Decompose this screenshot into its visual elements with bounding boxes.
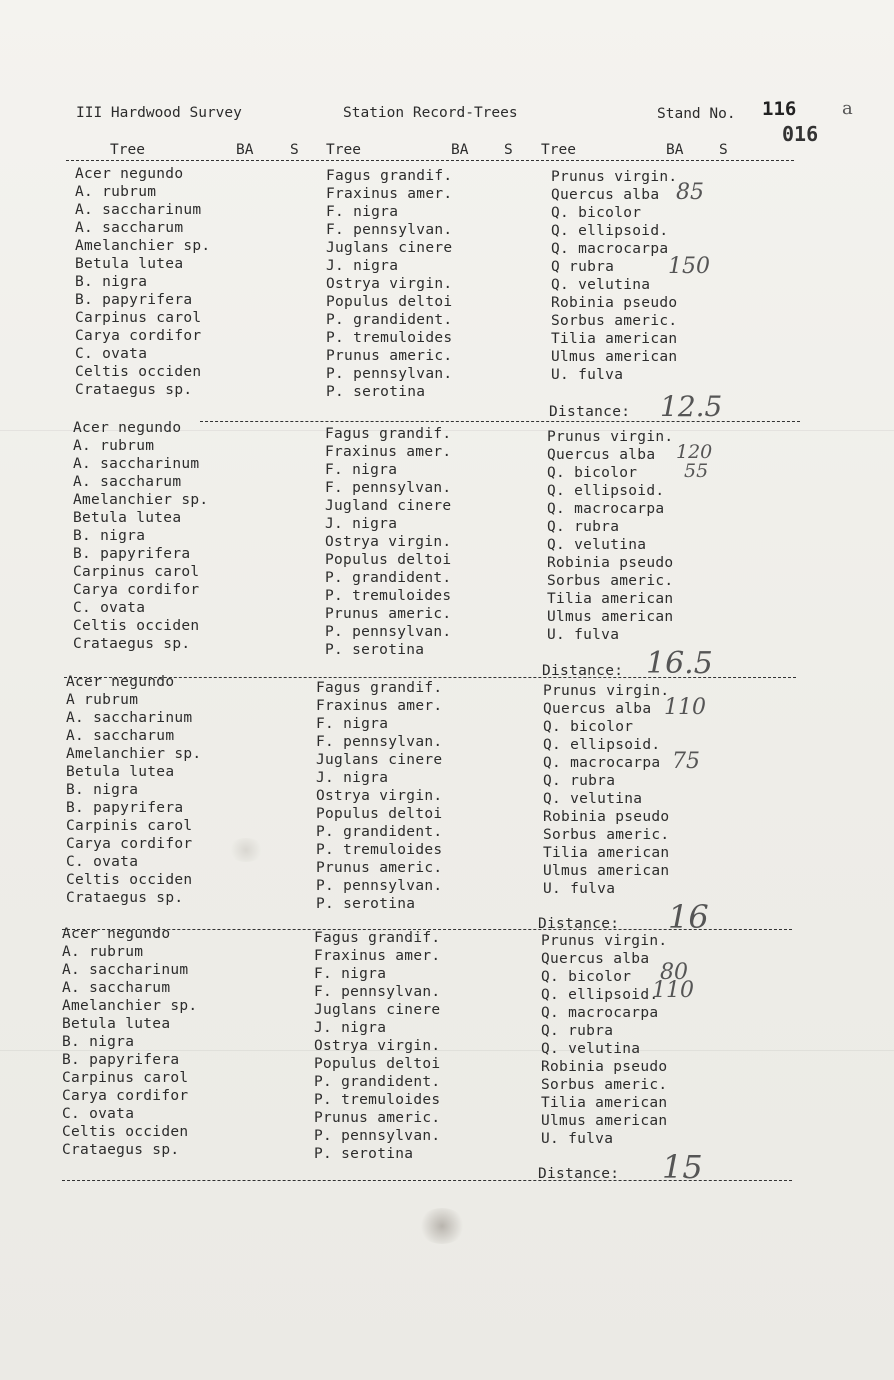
stand-number: 116 [762,98,797,120]
tree-entry: Quercus alba [543,701,652,717]
tree-entry: Betula lutea [75,256,184,272]
tree-entry: F. nigra [314,966,387,982]
tree-entry: Robinia pseudo [547,555,674,571]
tree-entry: Fraxinus amer. [316,698,443,714]
handwritten-ba: 55 [684,460,709,482]
tree-entry: Celtis occiden [73,618,200,634]
tree-entry: Crataegus sp. [66,890,184,906]
tree-entry: P. serotina [314,1146,414,1162]
tree-entry: Quercus alba [547,447,656,463]
tree-entry: A. saccharum [62,980,171,996]
stand-mark: a [842,98,853,119]
tree-entry: Carya cordifor [73,582,200,598]
tree-entry: P. grandident. [314,1074,441,1090]
col2-s-header: S [504,142,513,158]
tree-entry: Crataegus sp. [75,382,193,398]
tree-entry: Carpinus carol [73,564,200,580]
distance-value: 15 [662,1148,703,1186]
col1-s-header: S [290,142,299,158]
tree-entry: A. rubrum [73,438,155,454]
tree-entry: Acer negundo [66,674,175,690]
tree-entry: B. nigra [75,274,148,290]
tree-entry: P. pennsylvan. [325,624,452,640]
tree-entry: Robinia pseudo [543,809,670,825]
tree-entry: Q. rubra [543,773,616,789]
tree-entry: U. fulva [543,881,616,897]
tree-entry: Fraxinus amer. [325,444,452,460]
tree-entry: C. ovata [73,600,146,616]
tree-entry: Ostrya virgin. [326,276,453,292]
distance-value: 16.5 [646,646,713,681]
tree-entry: Tilia american [547,591,674,607]
tree-entry: Ostrya virgin. [316,788,443,804]
tree-entry: J. nigra [316,770,389,786]
stand-number-alt: 016 [782,122,819,146]
tree-entry: Carpinus carol [75,310,202,326]
col1-ba-header: BA [236,142,254,158]
tree-entry: P. pennsylvan. [314,1128,441,1144]
tree-entry: Amelanchier sp. [62,998,198,1014]
tree-entry: Crataegus sp. [62,1142,180,1158]
tree-entry: Populus deltoi [325,552,452,568]
handwritten-ba: 75 [672,749,700,774]
col2-tree-header: Tree [326,142,361,158]
tree-entry: Fraxinus amer. [326,186,453,202]
tree-entry: J. nigra [326,258,399,274]
tree-entry: Celtis occiden [75,364,202,380]
tree-entry: P. serotina [325,642,425,658]
tree-entry: Q. bicolor [543,719,634,735]
tree-entry: Fagus grandif. [316,680,443,696]
tree-entry: Celtis occiden [62,1124,189,1140]
tree-entry: A. saccharinum [73,456,200,472]
tree-entry: Q. ellipsoid. [547,483,665,499]
tree-entry: Acer negundo [62,926,171,942]
tree-entry: A rubrum [66,692,139,708]
tree-entry: Prunus virgin. [543,683,670,699]
tree-entry: Carya cordifor [75,328,202,344]
tree-entry: F. nigra [325,462,398,478]
tree-entry: Quercus alba [541,951,650,967]
tree-entry: P. tremuloides [326,330,453,346]
col2-ba-header: BA [451,142,469,158]
header-rule [66,160,794,161]
tree-entry: Q. rubra [547,519,620,535]
tree-entry: Amelanchier sp. [73,492,209,508]
tree-entry: Robinia pseudo [541,1059,668,1075]
tree-entry: Q. macrocarpa [551,241,669,257]
tree-entry: Carya cordifor [62,1088,189,1104]
tree-entry: Prunus virgin. [541,933,668,949]
tree-entry: A. saccharinum [75,202,202,218]
tree-entry: Q. velutina [551,277,651,293]
tree-entry: Sorbus americ. [547,573,674,589]
tree-entry: A. rubrum [75,184,157,200]
tree-entry: Q. bicolor [551,205,642,221]
distance-label: Distance: [542,663,624,679]
tree-entry: F. pennsylvan. [326,222,453,238]
tree-entry: Betula lutea [73,510,182,526]
tree-entry: P. pennsylvan. [316,878,443,894]
tree-entry: Q. velutina [541,1041,641,1057]
tree-entry: Ulmus american [541,1113,668,1129]
tree-entry: A. saccharinum [62,962,189,978]
tree-entry: Populus deltoi [314,1056,441,1072]
handwritten-ba: 120 [676,441,713,463]
tree-entry: Prunus americ. [316,860,443,876]
tree-entry: Q. rubra [541,1023,614,1039]
tree-entry: P. serotina [326,384,426,400]
distance-label: Distance: [538,1166,620,1182]
tree-entry: P. tremuloides [314,1092,441,1108]
tree-entry: Populus deltoi [326,294,453,310]
tree-entry: Q. macrocarpa [547,501,665,517]
col3-s-header: S [719,142,728,158]
handwritten-ba: 85 [676,180,704,205]
tree-entry: Tilia american [543,845,670,861]
tree-entry: B. papyrifera [62,1052,180,1068]
tree-entry: Robinia pseudo [551,295,678,311]
tree-entry: Celtis occiden [66,872,193,888]
tree-entry: F. nigra [316,716,389,732]
tree-entry: Prunus americ. [326,348,453,364]
tree-entry: U. fulva [547,627,620,643]
tree-entry: Q. bicolor [541,969,632,985]
tree-entry: Jugland cinere [325,498,452,514]
tree-entry: B. papyrifera [73,546,191,562]
tree-entry: J. nigra [314,1020,387,1036]
tree-entry: P. grandident. [326,312,453,328]
tree-entry: Q. macrocarpa [543,755,661,771]
tree-entry: B. papyrifera [66,800,184,816]
tree-entry: Q. bicolor [547,465,638,481]
handwritten-ba: 110 [652,978,694,1003]
tree-entry: A. rubrum [62,944,144,960]
tree-entry: Q. ellipsoid. [541,987,659,1003]
tree-entry: Juglans cinere [314,1002,441,1018]
tree-entry: A. saccharum [66,728,175,744]
tree-entry: Acer negundo [73,420,182,436]
tree-entry: B. papyrifera [75,292,193,308]
paper-stain [228,838,264,862]
tree-entry: Quercus alba [551,187,660,203]
handwritten-ba: 80 [660,960,688,985]
tree-entry: U. fulva [551,367,624,383]
tree-entry: Juglans cinere [316,752,443,768]
tree-entry: Betula lutea [66,764,175,780]
tree-entry: Fagus grandif. [326,168,453,184]
col3-ba-header: BA [666,142,684,158]
tree-entry: Ulmus american [551,349,678,365]
tree-entry: Prunus virgin. [547,429,674,445]
tree-entry: Q. velutina [547,537,647,553]
tree-entry: J. nigra [325,516,398,532]
tree-entry: P. tremuloides [316,842,443,858]
station-divider [62,1180,792,1181]
tree-entry: Q. ellipsoid. [543,737,661,753]
distance-label: Distance: [538,916,620,932]
tree-entry: Carpinis carol [66,818,193,834]
handwritten-ba: 150 [668,254,710,279]
tree-entry: F. nigra [326,204,399,220]
distance-value: 16 [668,898,709,936]
station-divider [200,421,800,422]
tree-entry: C. ovata [75,346,148,362]
tree-entry: B. nigra [66,782,139,798]
tree-entry: U. fulva [541,1131,614,1147]
tree-entry: B. nigra [73,528,146,544]
handwritten-ba: 110 [664,695,706,720]
stand-label: Stand No. [657,106,736,122]
distance-label: Distance: [549,404,631,420]
tree-entry: F. pennsylvan. [314,984,441,1000]
tree-entry: A. saccharinum [66,710,193,726]
tree-entry: Tilia american [541,1095,668,1111]
tree-entry: P. tremuloides [325,588,452,604]
tree-entry: C. ovata [62,1106,135,1122]
tree-entry: Populus deltoi [316,806,443,822]
tree-entry: Amelanchier sp. [75,238,211,254]
col3-tree-header: Tree [541,142,576,158]
tree-entry: Prunus americ. [314,1110,441,1126]
tree-entry: Q. ellipsoid. [551,223,669,239]
tree-entry: Q. macrocarpa [541,1005,659,1021]
tree-entry: Fagus grandif. [314,930,441,946]
tree-entry: Sorbus americ. [543,827,670,843]
tree-entry: Fagus grandif. [325,426,452,442]
tree-entry: Sorbus americ. [551,313,678,329]
tree-entry: Tilia american [551,331,678,347]
tree-entry: B. nigra [62,1034,135,1050]
tree-entry: Q. velutina [543,791,643,807]
tree-entry: Acer negundo [75,166,184,182]
tree-entry: Crataegus sp. [73,636,191,652]
tree-entry: Q rubra [551,259,615,275]
tree-entry: F. pennsylvan. [316,734,443,750]
col1-tree-header: Tree [110,142,145,158]
tree-entry: Prunus americ. [325,606,452,622]
tree-entry: Fraxinus amer. [314,948,441,964]
tree-entry: P. grandident. [316,824,443,840]
distance-value: 12.5 [660,390,723,423]
tree-entry: Prunus virgin. [551,169,678,185]
tree-entry: Ulmus american [547,609,674,625]
tree-entry: A. saccharum [75,220,184,236]
tree-entry: Betula lutea [62,1016,171,1032]
tree-entry: Ulmus american [543,863,670,879]
tree-entry: A. saccharum [73,474,182,490]
survey-title: III Hardwood Survey [76,105,242,121]
tree-entry: P. grandident. [325,570,452,586]
tree-entry: Carya cordifor [66,836,193,852]
tree-entry: C. ovata [66,854,139,870]
tree-entry: Carpinus carol [62,1070,189,1086]
tree-entry: Ostrya virgin. [325,534,452,550]
tree-entry: Juglans cinere [326,240,453,256]
paper-stain [418,1208,466,1244]
record-title: Station Record-Trees [343,105,518,121]
tree-entry: F. pennsylvan. [325,480,452,496]
tree-entry: Sorbus americ. [541,1077,668,1093]
tree-entry: Amelanchier sp. [66,746,202,762]
tree-entry: Ostrya virgin. [314,1038,441,1054]
tree-entry: P. serotina [316,896,416,912]
tree-entry: P. pennsylvan. [326,366,453,382]
